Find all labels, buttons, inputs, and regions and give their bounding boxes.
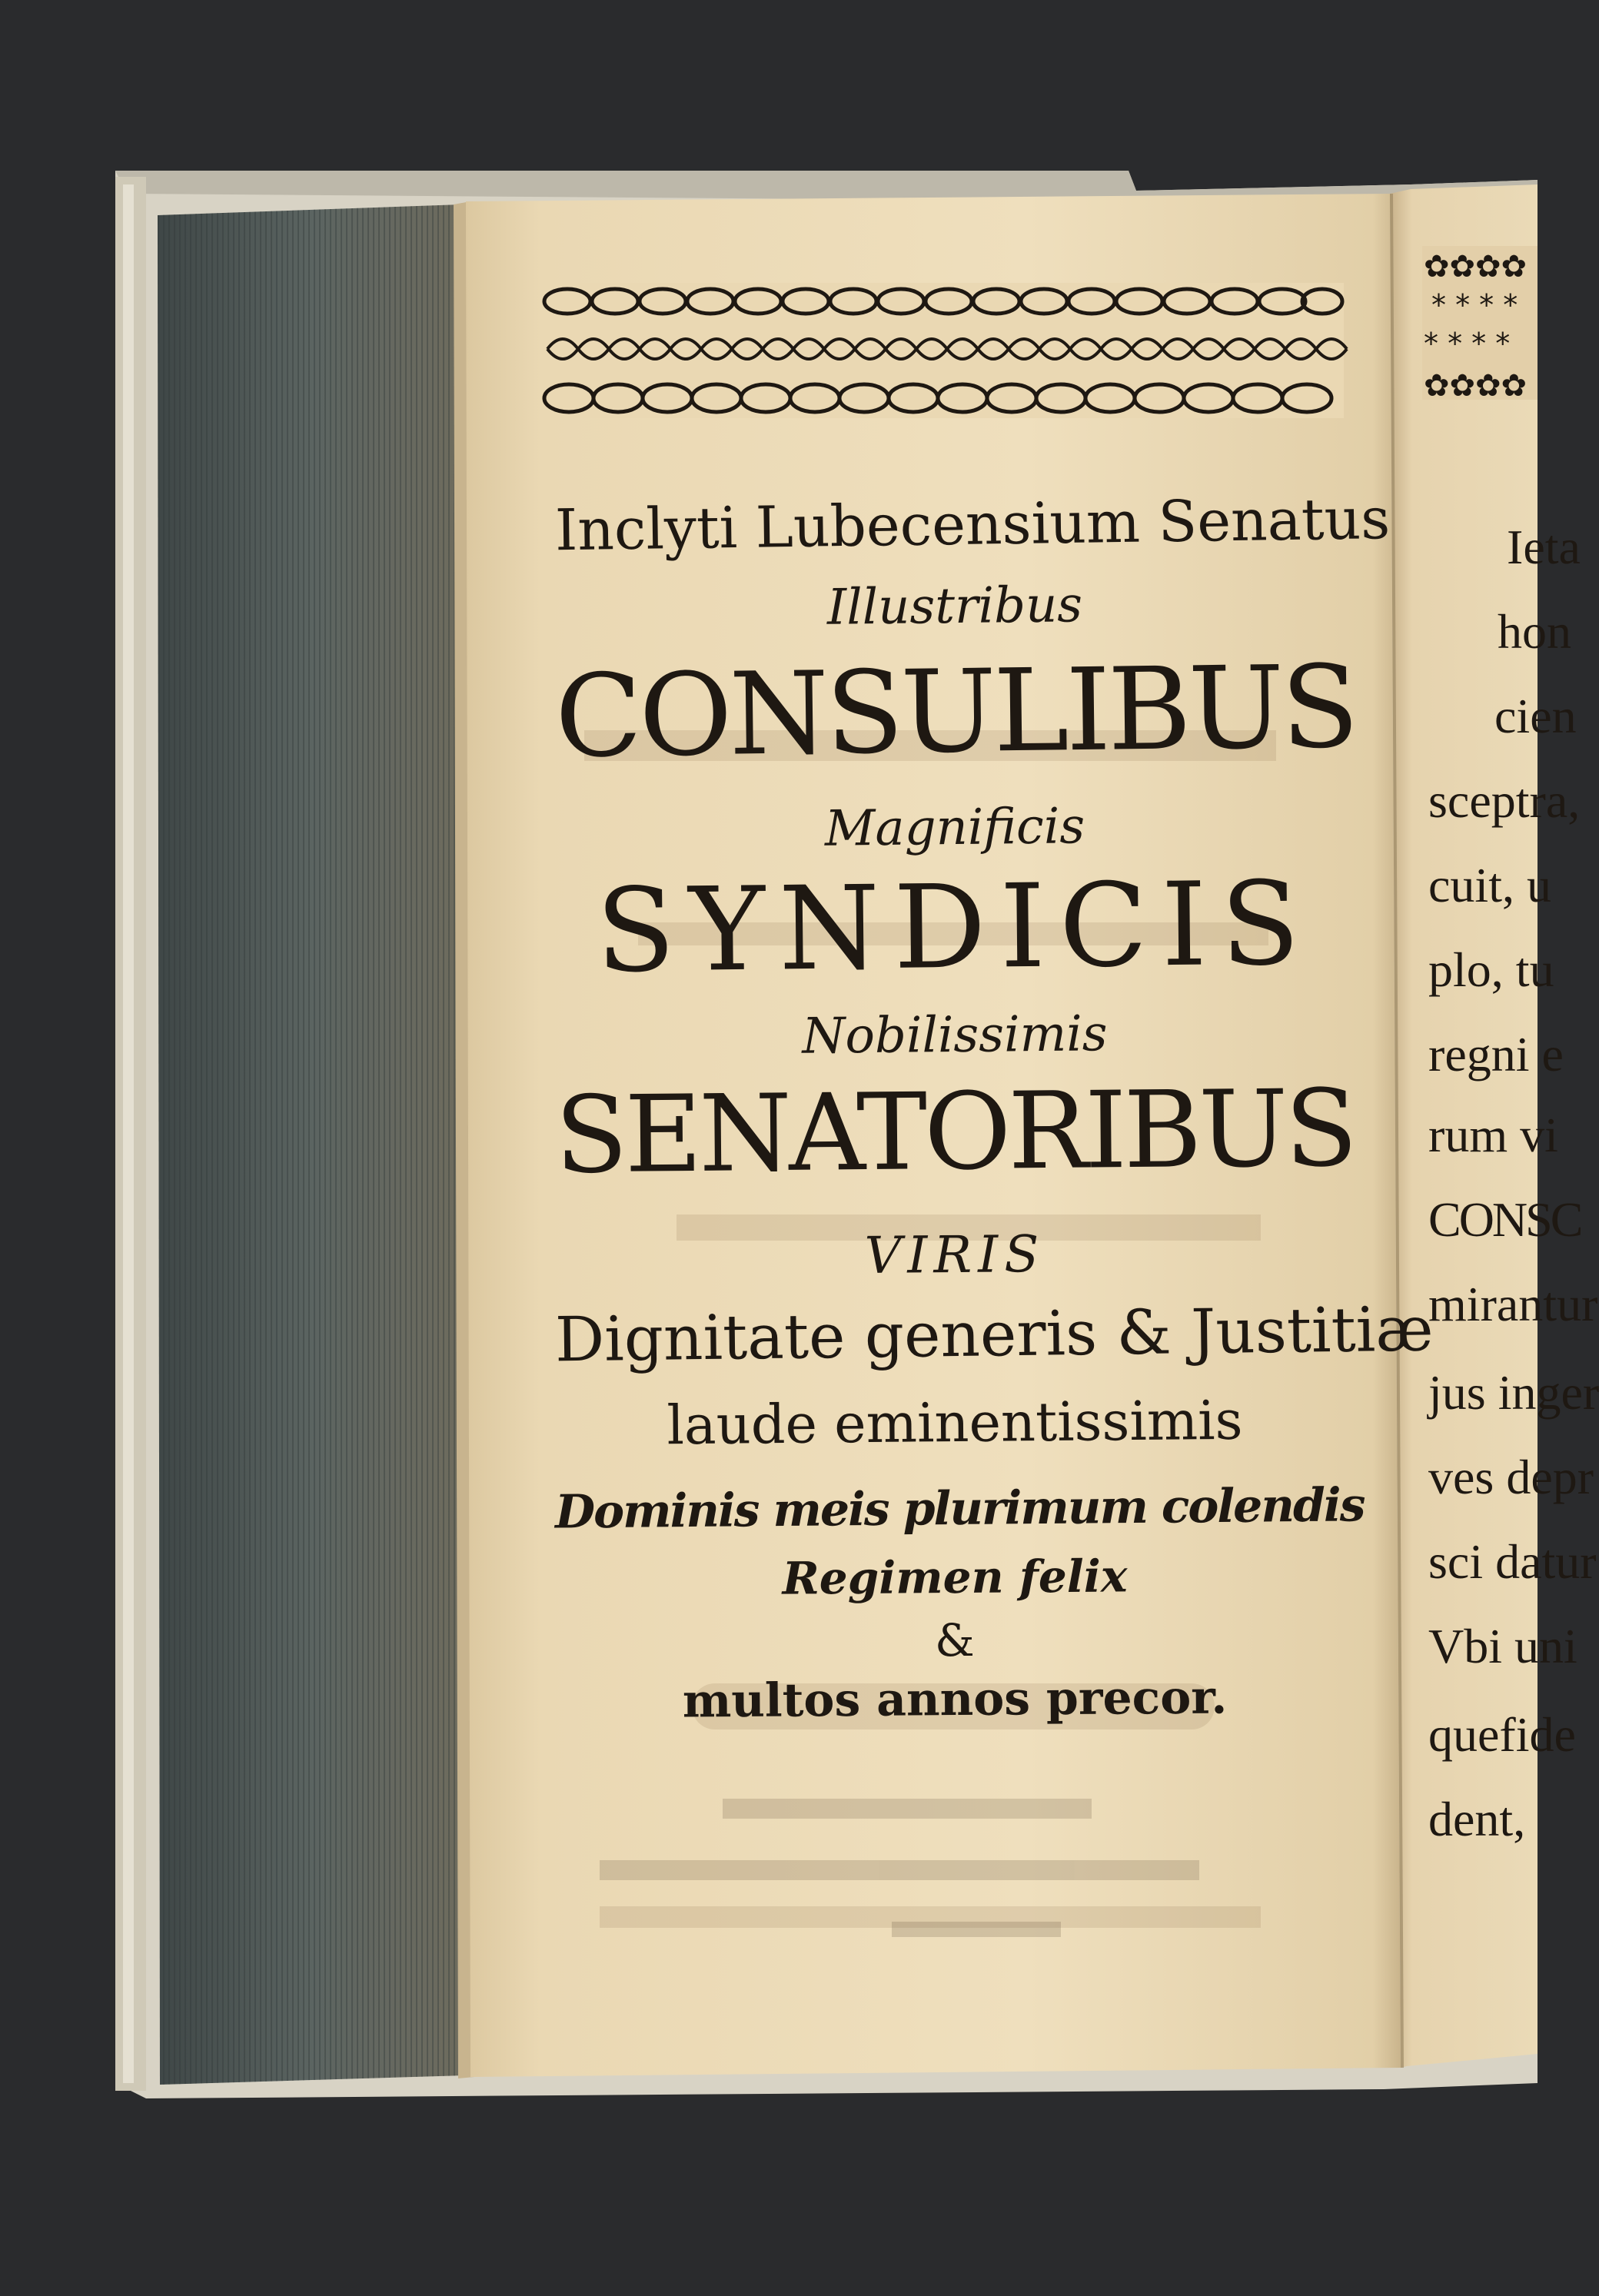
right-fragment: jus inger <box>1428 1365 1599 1420</box>
right-fragment: Ieta <box>1507 520 1581 574</box>
line-syndicis: SYNDICIS <box>595 857 1315 998</box>
right-fragment: CONSC <box>1428 1192 1581 1247</box>
line-ampersand: & <box>935 1614 975 1666</box>
right-fragment: cuit, u <box>1428 858 1551 912</box>
right-fragment: mirantur <box>1428 1277 1598 1331</box>
line-viris: VIRIS <box>864 1224 1046 1286</box>
line-consulibus: CONSULIBUS <box>554 640 1357 783</box>
line-illustribus: Illustribus <box>826 576 1083 636</box>
svg-text:* * * *: * * * * <box>1424 327 1511 361</box>
right-fragment: dent, <box>1428 1792 1526 1846</box>
svg-text:✿✿✿✿: ✿✿✿✿ <box>1424 368 1528 404</box>
line-dignitate: Dignitate generis & Justitiæ <box>554 1293 1434 1376</box>
line-senatoribus: SENATORIBUS <box>554 1066 1355 1198</box>
right-fragment: Vbi uni <box>1428 1619 1577 1673</box>
right-fragment: cien <box>1494 689 1577 743</box>
right-fragment: sceptra, <box>1428 773 1581 828</box>
line-dominis: Dominis meis plurimum colendis <box>554 1478 1365 1540</box>
line-senatus: Inclyti Lubecensium Senatus <box>554 486 1391 564</box>
right-fragment: hon <box>1498 604 1571 659</box>
right-fragment: rum vi <box>1428 1108 1558 1162</box>
right-fragment: ves depr <box>1428 1450 1594 1504</box>
line-magnificis: Magnificis <box>824 798 1085 858</box>
line-nobilissimis: Nobilissimis <box>802 1005 1108 1065</box>
line-regimen: Regimen felix <box>782 1550 1128 1605</box>
right-fragment: regni e <box>1428 1027 1564 1082</box>
line-multos: multos annos precor. <box>682 1670 1228 1729</box>
svg-text:* * * *: * * * * <box>1431 288 1518 322</box>
right-fragment: plo, tu <box>1428 942 1554 997</box>
right-fragment: sci datur <box>1428 1534 1597 1589</box>
line-laude: laude eminentissimis <box>667 1388 1243 1457</box>
svg-text:✿✿✿✿: ✿✿✿✿ <box>1424 249 1528 284</box>
right-fragment: quefide <box>1428 1707 1576 1762</box>
